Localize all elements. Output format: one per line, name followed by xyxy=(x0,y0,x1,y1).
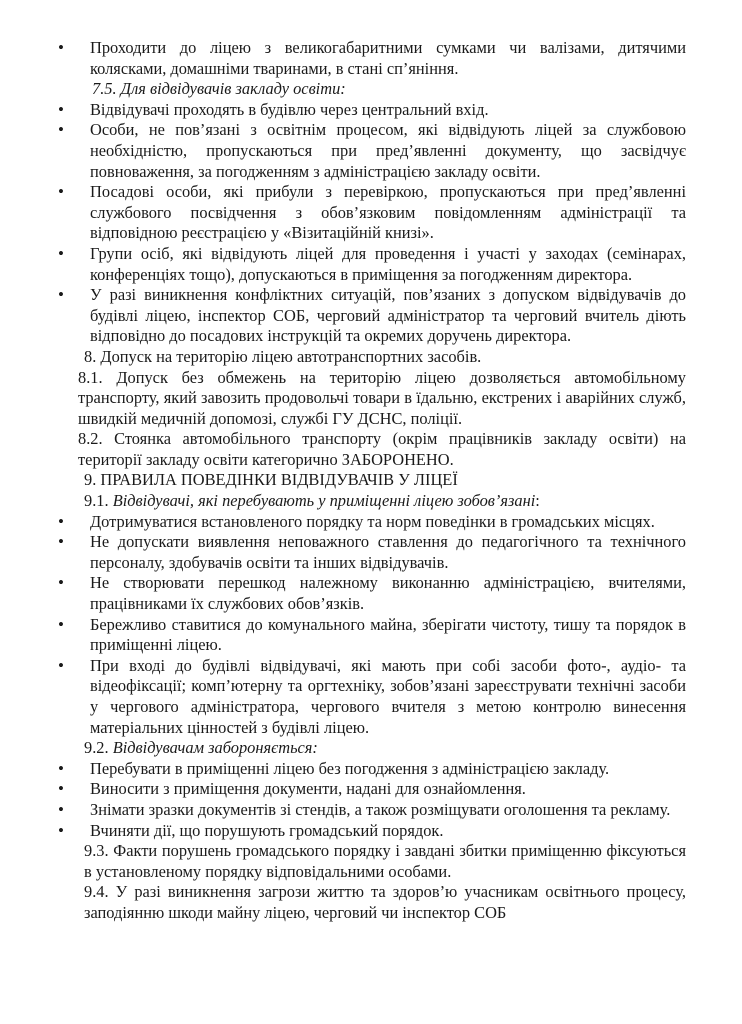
list-item: • У разі виникнення конфліктних ситуацій, пов’язаних з допуском відвідувачів до будівлі ліцею, інспектор СОБ, черговий адміністратор та черговий вчитель діють відповідно до посадових інструкцій та окремих доручень директора. xyxy=(70,285,686,347)
paragraph: 9.3. Факти порушень громадського порядку і завдані збитки приміщенню фіксуються в установленому порядку відповідальними особами. xyxy=(84,841,686,881)
paragraph-number: 9.1. xyxy=(84,491,109,511)
list-item: • Особи, не пов’язані з освітнім процесом, які відвідують ліцей за службовою необхідністю, пропускаються при пред’явленні документу, що засвідчує повноваження, за погодженням з адміністрацією закладу освіти. xyxy=(70,120,686,182)
list-item: • Перебувати в приміщенні ліцею без погодження з адміністрацією закладу. xyxy=(70,759,686,780)
list-item: • Не допускати виявлення неповажного ставлення до педагогічного та технічного персоналу, здобувачів освіти та інших відвідувачів. xyxy=(70,532,686,573)
section-heading: 7.5. Для відвідувачів закладу освіти: xyxy=(92,79,346,99)
list-item: • Відвідувачі проходять в будівлю через центральний вхід. xyxy=(70,100,686,121)
list-item: • Бережливо ставитися до комунального майна, зберігати чистоту, тишу та порядок в приміщенні ліцею. xyxy=(70,615,686,656)
list-item: • Посадові особи, які прибули з перевіркою, пропускаються при пред’явленні службового посвідчення з обов’язковим повідомленням адміністрації та відповідною реєстрацією у «Візитаційній книзі». xyxy=(70,182,686,244)
list-item: • Не створювати перешкод належному виконанню адміністрацією, вчителями, працівниками їх службових обов’язків. xyxy=(70,573,686,614)
paragraph: 8.1. Допуск без обмежень на територію ліцею дозволяється автомобільному транспорту, який завозить продовольчі товари в їдальню, екстрених і аварійних служб, швидкій медичній допомозі, службі ГУ ДСНС, поліції. xyxy=(78,367,686,428)
list-item: • Виносити з приміщення документи, надані для ознайомлення. xyxy=(70,779,686,800)
list-item: • При вході до будівлі відвідувачі, які мають при собі засоби фото-, аудіо- та відеофіксації; комп’ютерну та оргтехніку, зобов’язані зареєструвати технічні засоби у чергового адміністратора, чергового вчителя з метою контролю винесення матеріальних цінностей з будівлі ліцею. xyxy=(70,656,686,738)
paragraph-tail: : xyxy=(535,491,540,511)
list-item: • Групи осіб, які відвідують ліцей для проведення і участі у заходах (семінарах, конференціях тощо), допускаються в приміщення за погодженням директора. xyxy=(70,244,686,285)
list-item: • Проходити до ліцею з великогабаритними сумками чи валізами, дитячими колясками, домашніми тваринами, в стані сп’яніння. xyxy=(70,38,686,79)
paragraph xyxy=(70,738,686,759)
paragraph xyxy=(70,491,686,512)
list-item: • Дотримуватися встановленого порядку та норм поведінки в громадських місцях. xyxy=(70,512,686,533)
paragraph: 9.4. У разі виникнення загрози життю та здоров’ю учасникам освітнього процесу, заподіянню шкоди майну ліцею, черговий чи інспектор СОБ xyxy=(84,882,686,922)
list-item: • Вчиняти дії, що порушують громадський порядок. xyxy=(70,821,686,842)
section-heading: 8. Допуск на територію ліцею автотранспортних засобів. xyxy=(84,346,482,366)
section-heading: 9. ПРАВИЛА ПОВЕДІНКИ ВІДВІДУВАЧІВ У ЛІЦЕЇ xyxy=(84,470,458,490)
paragraph: 8.2. Стоянка автомобільного транспорту (окрім працівників закладу освіти) на території закладу освіти категорично ЗАБОРОНЕНО. xyxy=(78,429,686,469)
paragraph-number: 9.2. xyxy=(84,738,109,758)
paragraph-italic: Відвідувачам забороняється: xyxy=(112,738,318,758)
list-item: • Знімати зразки документів зі стендів, а також розміщувати оголошення та рекламу. xyxy=(70,800,686,821)
paragraph-italic: Відвідувачі, які перебувають у приміщенні ліцею зобов’язані xyxy=(112,491,536,511)
